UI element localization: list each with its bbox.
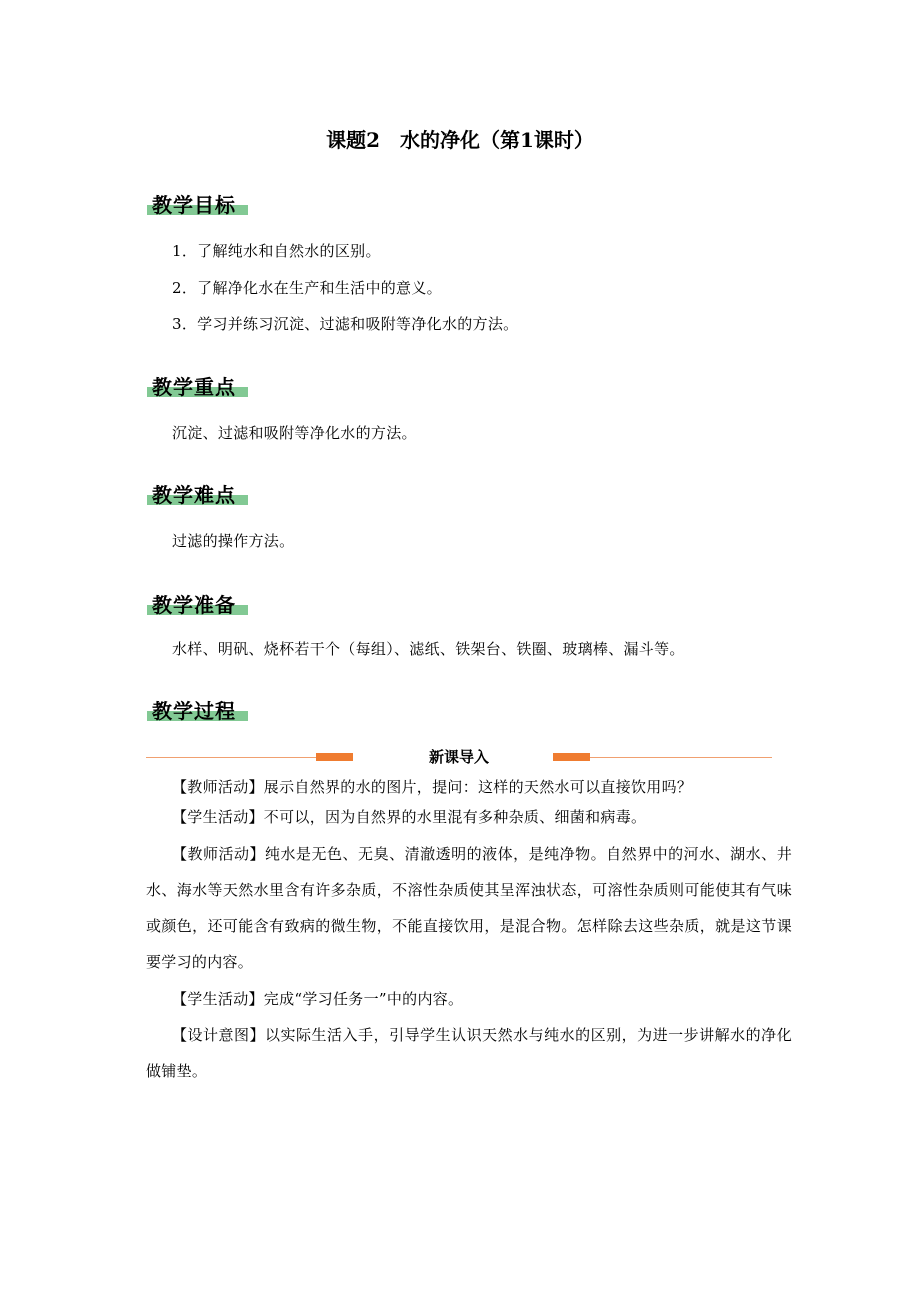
heading-text: 教学过程	[152, 699, 236, 723]
paragraph: 【设计意图】以实际生活入手，引导学生认识天然水与纯水的区别，为进一步讲解水的净化做铺垫。	[146, 1026, 792, 1080]
goal-item: 1．了解纯水和自然水的区别。	[172, 242, 381, 260]
divider-label: 新课导入	[428, 748, 489, 766]
paragraph: 【学生活动】完成“学习任务一”中的内容。	[172, 990, 464, 1008]
paragraph: 【学生活动】不可以，因为自然界的水里混有多种杂质、细菌和病毒。	[172, 808, 647, 826]
prep-text: 水样、明矾、烧杯若干个（每组）、滤纸、铁架台、铁圈、玻璃棒、漏斗等。	[172, 640, 685, 658]
divider-line	[590, 757, 772, 758]
goal-item: 3．学习并练习沉淀、过滤和吸附等净化水的方法。	[172, 315, 519, 333]
key-text: 沉淀、过滤和吸附等净化水的方法。	[172, 424, 417, 442]
document-title: 课题2 水的净化（第1课时）	[326, 128, 594, 152]
heading-text: 教学难点	[152, 483, 236, 507]
heading-goals	[147, 189, 248, 215]
heading-difficult	[147, 479, 248, 505]
paragraph: 【教师活动】展示自然界的水的图片，提问：这样的天然水可以直接饮用吗？	[172, 778, 693, 796]
section-divider	[146, 746, 772, 770]
heading-text: 教学准备	[152, 593, 236, 617]
difficult-text: 过滤的操作方法。	[172, 532, 295, 550]
heading-key	[147, 371, 248, 397]
divider-block	[553, 753, 590, 761]
paragraph: 【教师活动】纯水是无色、无臭、清澈透明的液体，是纯净物。自然界中的河水、湖水、井水、海水等天然水里含有许多杂质，不溶性杂质使其呈浑浊状态，可溶性杂质则可能使其有气味或颜色，还可能含有致病的微生物，不能直接饮用，是混合物。怎样除去这些杂质，就是这节课要学习的内容。	[146, 845, 792, 971]
heading-prep	[147, 589, 248, 615]
heading-text: 教学重点	[152, 375, 236, 399]
goal-item: 2．了解净化水在生产和生活中的意义。	[172, 279, 442, 297]
heading-process	[147, 695, 248, 721]
heading-text: 教学目标	[152, 193, 236, 217]
